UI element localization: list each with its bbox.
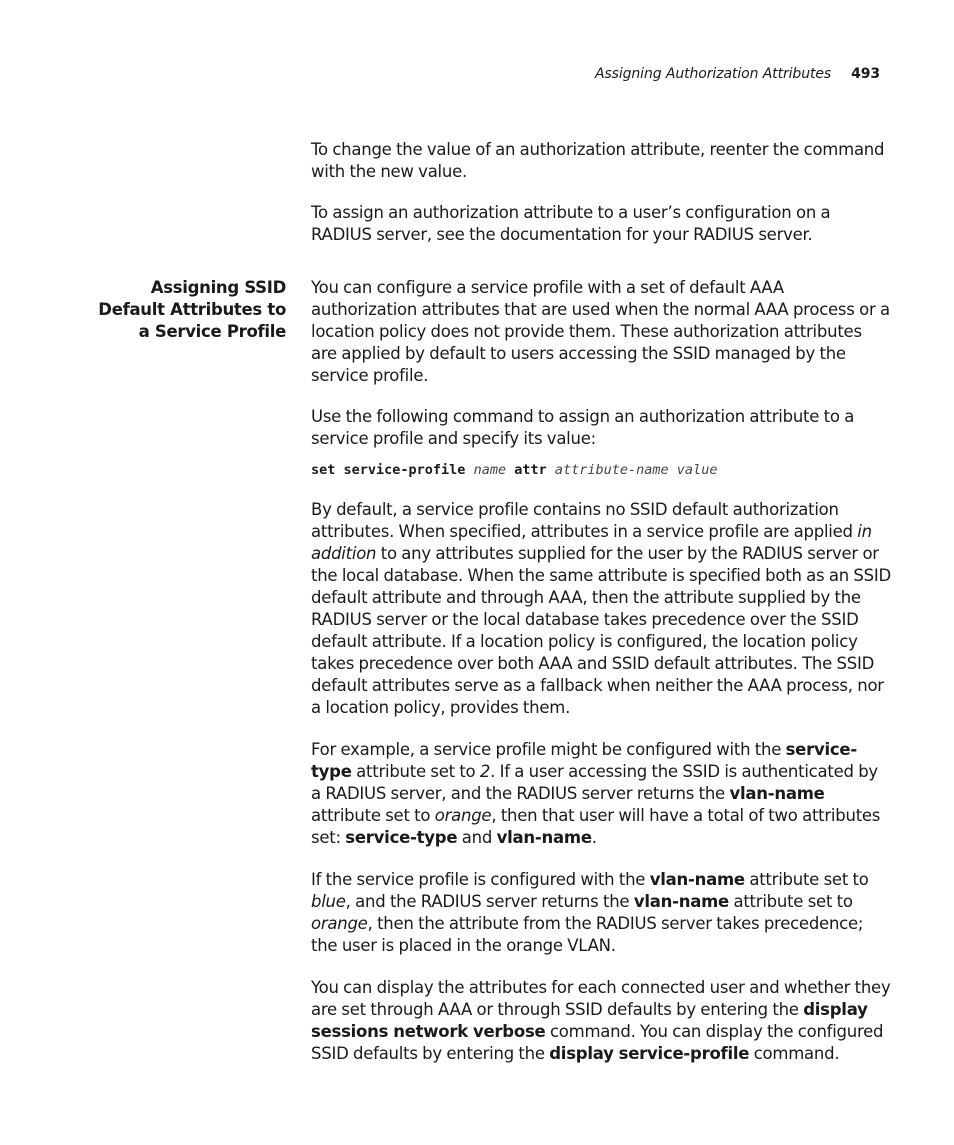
intro-paragraph-1: To change the value of an authorization attribute, reenter the command with the new value. bbox=[311, 140, 885, 181]
section-heading-line: Default Attributes to bbox=[98, 300, 286, 319]
command-syntax bbox=[311, 460, 891, 480]
command-keyword: attr bbox=[514, 462, 547, 478]
running-header bbox=[595, 66, 880, 82]
intro-paragraph-2: To assign an authorization attribute to a user’s configuration on a RADIUS server, see the documentation for your RADIUS server. bbox=[311, 203, 831, 244]
section-paragraph-3: By default, a service profile contains no SSID default authorization attributes. When specified, attributes in a service profile are applied in addition to any attributes supplied for the user by the RADIUS server or the local database. When the same attribute is specified both as an SSID default attribute and through AAA, then the attribute supplied by the RADIUS server or the local database takes precedence over the SSID default attribute. If a location policy is configured, the location policy takes precedence over both AAA and SSID default attributes. The SSID default attributes serve as a fallback when neither the AAA process, nor a location policy, provides them. bbox=[311, 500, 891, 717]
section-heading-line: Assigning SSID bbox=[150, 278, 286, 297]
command-argument: name bbox=[473, 462, 507, 478]
section-paragraph-5: If the service profile is configured with the vlan-name attribute set to blue, and the RADIUS server returns the vlan-name attribute set to orange, then the attribute from the RADIUS server takes precedence; the user is placed in the orange VLAN. bbox=[311, 870, 869, 955]
section-heading bbox=[60, 277, 286, 343]
section-paragraph-1: You can configure a service profile with a set of default AAA authorization attributes that are used when the normal AAA process or a location policy does not provide them. These authorization attributes are applied by default to users accessing the SSID managed by the service profile. bbox=[311, 278, 890, 385]
command-keyword: set service-profile bbox=[311, 462, 466, 478]
command-argument: attribute-name value bbox=[554, 462, 718, 478]
section-paragraph-2: Use the following command to assign an authorization attribute to a service profile and specify its value: bbox=[311, 407, 855, 448]
section-paragraph-4: For example, a service profile might be configured with the service-type attribute set to 2. If a user accessing the SSID is authenticated by a RADIUS server, and the RADIUS server returns the vlan-name attribute set to orange, then that user will have a total of two attributes set: service-type and vlan-name. bbox=[311, 740, 881, 847]
section-paragraph-6: You can display the attributes for each connected user and whether they are set through AAA or through SSID defaults by entering the display sessions network verbose command. You can display the configured SSID defaults by entering the display service-profile command. bbox=[311, 978, 891, 1063]
header-title: Assigning Authorization Attributes bbox=[594, 66, 832, 82]
section-heading-line: a Service Profile bbox=[138, 322, 286, 341]
page-number: 493 bbox=[851, 66, 880, 82]
